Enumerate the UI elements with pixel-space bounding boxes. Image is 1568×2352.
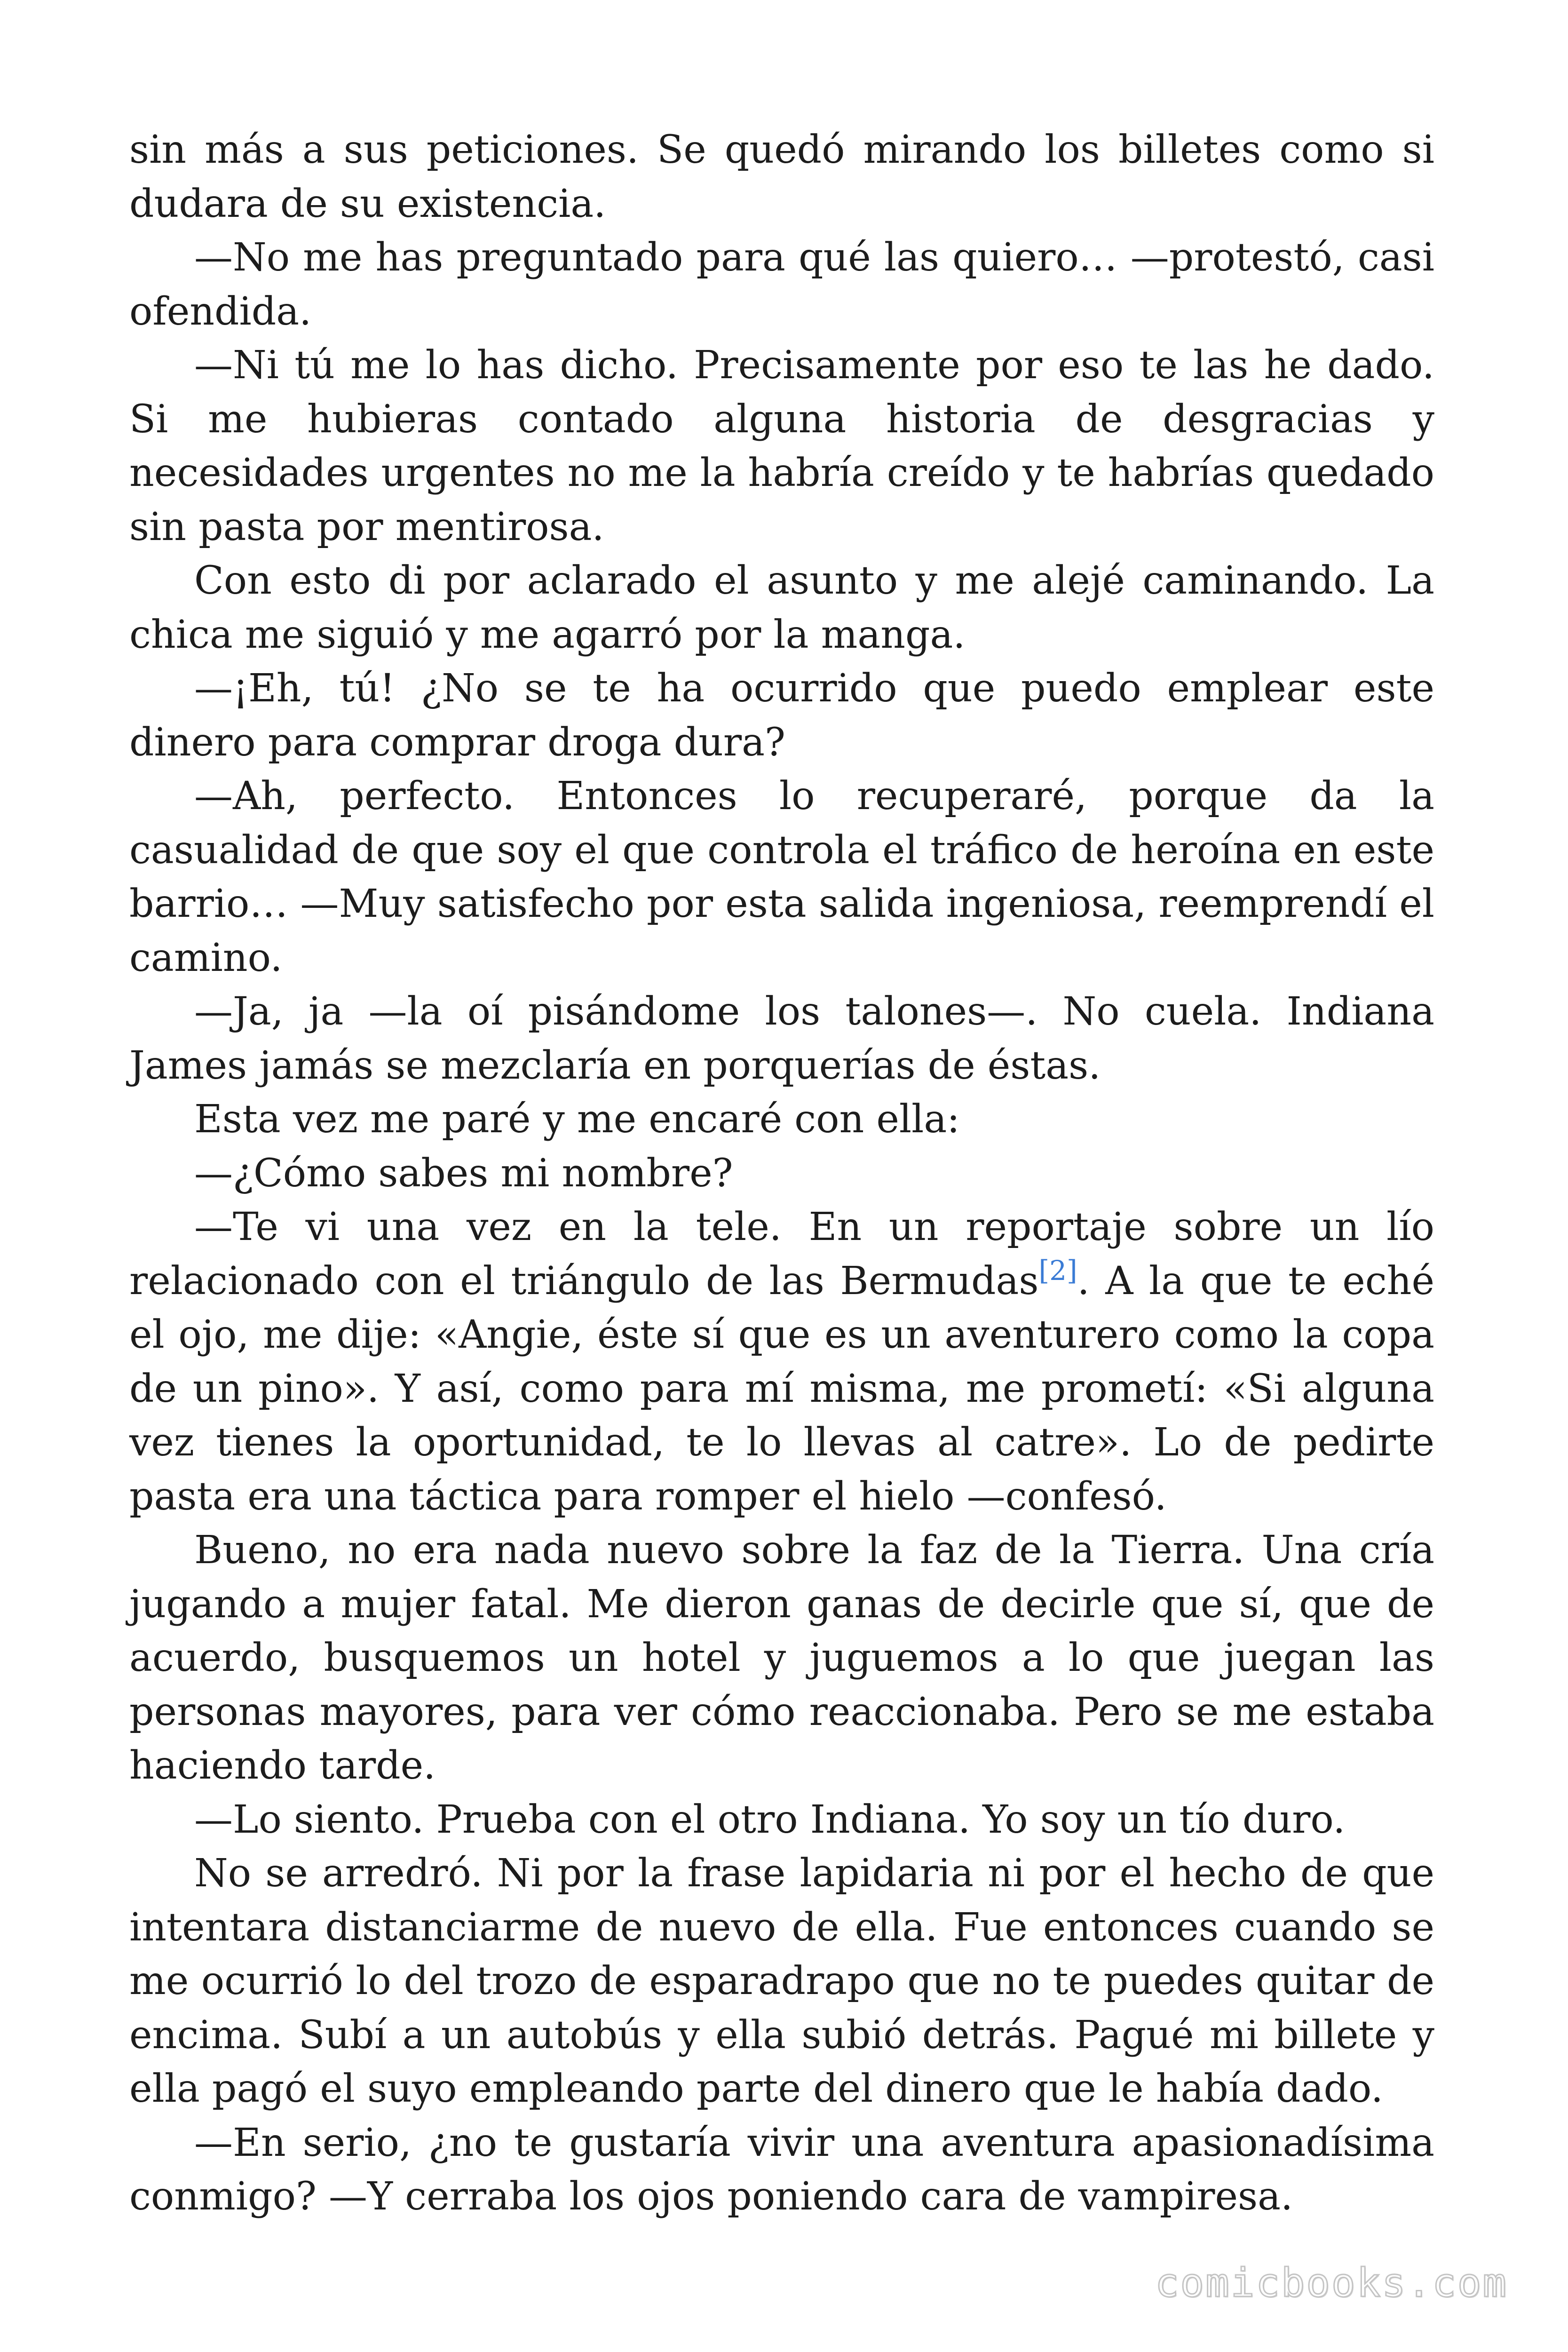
paragraph-text-after-footnote: . A la que te eché el ojo, me dije: «Angie, éste sí que es un aventurero como la copa de un pino». Y así, como para mí misma, me prometí: «Si alguna vez tienes la oportunidad, te lo llevas al catre». Lo de pedirte pasta era una táctica para romper el hielo —confesó. bbox=[129, 1258, 1434, 1519]
paragraph: —¿Cómo sabes mi nombre? bbox=[194, 1151, 733, 1196]
paragraph: —Ah, perfecto. Entonces lo recuperaré, porque da la casualidad de que soy el que controla el tráfico de heroína en este barrio… —Muy satisfecho por esta salida ingeniosa, reemprendí el camino. bbox=[129, 774, 1434, 980]
paragraph-text-before-footnote: —Te vi una vez en la tele. En un reportaje sobre un lío relacionado con el triángulo de las Bermudas bbox=[129, 1205, 1434, 1303]
paragraph: —Ja, ja —la oí pisándome los talones—. No cuela. Indiana James jamás se mezclaría en porquerías de éstas. bbox=[129, 989, 1434, 1088]
paragraph: Con esto di por aclarado el asunto y me alejé caminando. La chica me siguió y me agarró por la manga. bbox=[129, 558, 1434, 657]
footnote-link[interactable]: [2] bbox=[1038, 1254, 1077, 1287]
paragraph: —Lo siento. Prueba con el otro Indiana. Yo soy un tío duro. bbox=[194, 1797, 1346, 1842]
paragraph: —¡Eh, tú! ¿No se te ha ocurrido que puedo emplear este dinero para comprar droga dura? bbox=[129, 666, 1434, 765]
paragraph-with-footnote bbox=[129, 1200, 1434, 1524]
paragraph: Esta vez me paré y me encaré con ella: bbox=[194, 1097, 960, 1142]
paragraph: —No me has preguntado para qué las quiero… —protestó, casi ofendida. bbox=[129, 235, 1434, 334]
paragraph: —Ni tú me lo has dicho. Precisamente por eso te las he dado. Si me hubieras contado alguna historia de desgracias y necesidades urgentes no me la habría creído y te habrías quedado sin pasta por mentirosa. bbox=[129, 343, 1434, 549]
paragraph: sin más a sus peticiones. Se quedó mirando los billetes como si dudara de su existencia. bbox=[129, 127, 1434, 226]
watermark: comicbooks.com bbox=[1155, 2260, 1508, 2306]
paragraph: —En serio, ¿no te gustaría vivir una aventura apasionadísima conmigo? —Y cerraba los ojos poniendo cara de vampiresa. bbox=[129, 2120, 1434, 2219]
paragraph: No se arredró. Ni por la frase lapidaria ni por el hecho de que intentara distanciarme de nuevo de ella. Fue entonces cuando se me ocurrió lo del trozo de esparadrapo que no te puedes quitar de encima. Subí a un autobús y ella subió detrás. Pagué mi billete y ella pagó el suyo empleando parte del dinero que le había dado. bbox=[129, 1851, 1434, 2111]
body-text bbox=[129, 123, 1434, 2224]
paragraph: Bueno, no era nada nuevo sobre la faz de la Tierra. Una cría jugando a mujer fatal. Me dieron ganas de decirle que sí, que de acuerdo, busquemos un hotel y juguemos a lo que juegan las personas mayores, para ver cómo reaccionaba. Pero se me estaba haciendo tarde. bbox=[129, 1528, 1434, 1788]
